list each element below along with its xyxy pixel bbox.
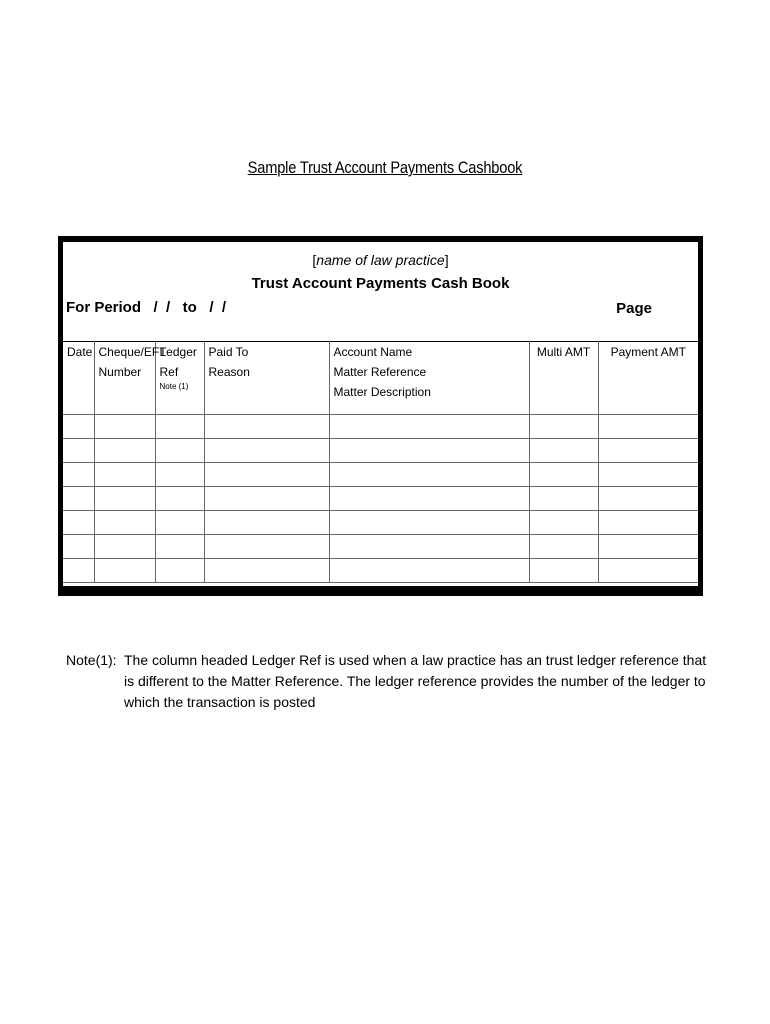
header-line: Payment AMT <box>610 345 686 359</box>
table-cell[interactable] <box>155 463 204 487</box>
table-cell[interactable] <box>598 535 698 559</box>
table-cell[interactable] <box>63 535 94 559</box>
footnote-label: Note(1): <box>66 652 117 668</box>
table-cell[interactable] <box>529 439 598 463</box>
column-header-paid-to-reason <box>204 342 329 415</box>
table-cell[interactable] <box>598 415 698 439</box>
table-cell[interactable] <box>529 487 598 511</box>
table-cell[interactable] <box>329 463 529 487</box>
footnote <box>66 650 716 713</box>
column-header-ledger-ref <box>155 342 204 415</box>
table-cell[interactable] <box>598 463 698 487</box>
table-cell[interactable] <box>204 559 329 583</box>
table-cell[interactable] <box>204 415 329 439</box>
table-cell[interactable] <box>94 487 155 511</box>
table-cell[interactable] <box>329 535 529 559</box>
header-line: Number <box>98 365 142 379</box>
table-cell[interactable] <box>63 415 94 439</box>
column-header-multi-amt <box>529 342 598 415</box>
cash-book-title: Trust Account Payments Cash Book <box>251 275 510 292</box>
ledger-ref-note-marker: Note (1) <box>159 382 189 391</box>
period-field: For Period / / to / / <box>66 299 227 316</box>
table-cell[interactable] <box>204 535 329 559</box>
table-cell[interactable] <box>63 511 94 535</box>
table-cell[interactable] <box>94 415 155 439</box>
header-line: Account Name <box>333 345 413 359</box>
table-header-row <box>63 342 698 415</box>
footnote-text: The column headed Ledger Ref is used when a law practice has an trust ledger reference that is different to the Matter Reference. The ledger reference provides the number of the ledger to which the transaction is posted <box>124 652 707 710</box>
page-label: Page <box>616 300 652 317</box>
table-cell[interactable] <box>155 511 204 535</box>
table-cell[interactable] <box>598 487 698 511</box>
table-cell[interactable] <box>155 559 204 583</box>
table-cell[interactable] <box>63 439 94 463</box>
table-cell[interactable] <box>598 439 698 463</box>
document-title: Sample Trust Account Payments Cashbook <box>247 158 523 177</box>
table-cell[interactable] <box>598 511 698 535</box>
table-cell[interactable] <box>329 511 529 535</box>
header-line: Paid To <box>208 345 249 359</box>
table-cell[interactable] <box>204 439 329 463</box>
column-header-cheque-eft-number <box>94 342 167 415</box>
table-cell[interactable] <box>329 487 529 511</box>
table-cell[interactable] <box>204 487 329 511</box>
table-cell[interactable] <box>155 535 204 559</box>
table-cell[interactable] <box>329 415 529 439</box>
header-line: Ledger <box>159 345 197 359</box>
table-row <box>63 439 698 463</box>
payments-table <box>63 341 698 583</box>
table-cell[interactable] <box>63 463 94 487</box>
header-line: Matter Description <box>333 385 431 399</box>
table-row <box>63 487 698 511</box>
law-practice-name <box>63 252 698 268</box>
header-line: Matter Reference <box>333 365 427 379</box>
table-cell[interactable] <box>63 559 94 583</box>
table-cell[interactable] <box>529 511 598 535</box>
law-practice-placeholder: name of law practice <box>316 252 445 268</box>
bracket-close: ] <box>444 252 449 268</box>
column-header-date <box>63 342 94 415</box>
table-cell[interactable] <box>529 535 598 559</box>
table-cell[interactable] <box>529 559 598 583</box>
table-cell[interactable] <box>94 463 155 487</box>
table-row <box>63 511 698 535</box>
table-body <box>63 415 698 583</box>
header-line: Date <box>67 345 93 359</box>
header-line: Reason <box>208 365 250 379</box>
table-cell[interactable] <box>94 439 155 463</box>
table-cell[interactable] <box>155 487 204 511</box>
table-row <box>63 559 698 583</box>
table-row <box>63 535 698 559</box>
table-cell[interactable] <box>63 487 94 511</box>
table-row <box>63 415 698 439</box>
column-header-payment-amt <box>598 342 698 415</box>
table-cell[interactable] <box>94 535 155 559</box>
header-line: Cheque/EFT <box>98 345 167 359</box>
table-cell[interactable] <box>155 415 204 439</box>
table-cell[interactable] <box>94 559 155 583</box>
table-cell[interactable] <box>204 463 329 487</box>
table-cell[interactable] <box>598 559 698 583</box>
table-cell[interactable] <box>529 415 598 439</box>
table-cell[interactable] <box>329 559 529 583</box>
table-row <box>63 463 698 487</box>
table-cell[interactable] <box>204 511 329 535</box>
table-cell[interactable] <box>529 463 598 487</box>
header-line: Ref <box>159 365 179 379</box>
header-line: Multi AMT <box>536 345 591 359</box>
table-cell[interactable] <box>155 439 204 463</box>
bracket-open: [ <box>312 252 317 268</box>
column-header-account-matter <box>329 342 529 415</box>
table-cell[interactable] <box>94 511 155 535</box>
cashbook-form <box>58 236 703 596</box>
table-cell[interactable] <box>329 439 529 463</box>
